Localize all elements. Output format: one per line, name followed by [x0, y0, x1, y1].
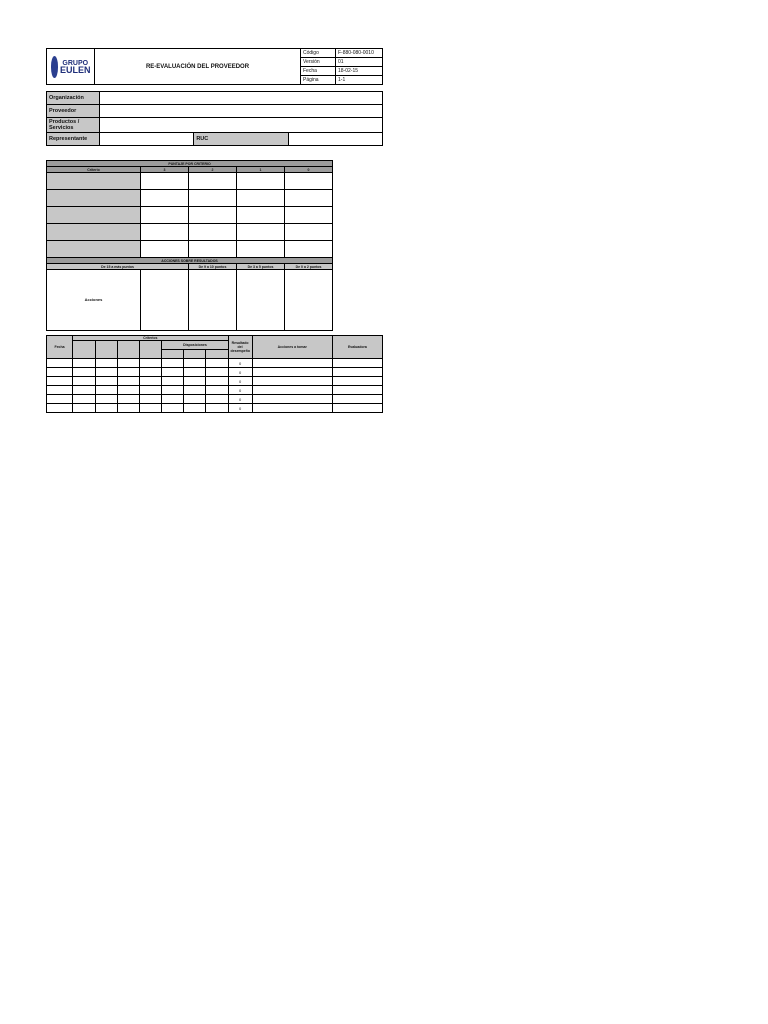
meta-label: Fecha: [301, 67, 336, 76]
criterion-cell: [285, 207, 333, 224]
criterion-cell: [189, 207, 237, 224]
action-range: De 3 a 5 puntos: [237, 264, 285, 270]
evaluadora-cell[interactable]: [332, 359, 382, 368]
result-cell: 0: [228, 404, 252, 413]
criterion-cell: [237, 241, 285, 258]
disposicion-cell[interactable]: [162, 404, 184, 413]
criterion-col-header: [96, 341, 118, 359]
score-cell[interactable]: [96, 368, 118, 377]
action-range: De 0 a 2 puntos: [285, 264, 333, 270]
score-cell[interactable]: [96, 377, 118, 386]
criterion-cell: [189, 224, 237, 241]
fecha-cell[interactable]: [47, 368, 73, 377]
organizacion-label: Organización: [47, 92, 100, 105]
evaluation-row: [47, 386, 383, 395]
criteria-table: [46, 160, 333, 331]
logo-text: [60, 60, 91, 74]
action-text: [141, 270, 189, 331]
score-header: 0: [285, 167, 333, 173]
evaluadora-cell[interactable]: [332, 377, 382, 386]
criterion-cell: [237, 224, 285, 241]
supplier-info-table: [46, 91, 383, 146]
action-range: De 15 a más puntos: [47, 264, 189, 270]
criterion-cell: [141, 173, 189, 190]
document-title: RE-EVALUACIÓN DEL PROVEEDOR: [95, 49, 301, 85]
meta-label: Versión: [301, 58, 336, 67]
meta-label: Página: [301, 76, 336, 85]
criterion-cell: [285, 224, 333, 241]
action-text: [237, 270, 285, 331]
criterion-col-header: [140, 341, 162, 359]
proveedor-field[interactable]: [100, 105, 383, 118]
score-cell[interactable]: [118, 404, 140, 413]
disposicion-cell[interactable]: [206, 395, 228, 404]
criterion-name: [47, 190, 141, 207]
criterion-cell: [189, 173, 237, 190]
score-cell[interactable]: [140, 395, 162, 404]
criterion-cell: [141, 190, 189, 207]
productos-field[interactable]: [100, 118, 383, 133]
actions-band-title: ACCIONES SOBRE RESULTADOS: [47, 258, 333, 264]
score-cell[interactable]: [140, 386, 162, 395]
meta-value: 01: [336, 58, 383, 67]
representante-label: Representante: [47, 133, 100, 146]
score-cell[interactable]: [73, 404, 96, 413]
action-range: De 9 a 10 puntos: [189, 264, 237, 270]
disposicion-cell[interactable]: [162, 377, 184, 386]
acciones-cell[interactable]: [252, 404, 332, 413]
score-cell[interactable]: [96, 395, 118, 404]
representante-field[interactable]: [100, 133, 194, 146]
ruc-label: RUC: [194, 133, 288, 146]
company-logo: [51, 52, 91, 82]
evaluadora-cell[interactable]: [332, 395, 382, 404]
evaluadora-cell[interactable]: [332, 386, 382, 395]
disposicion-col-header: [184, 350, 206, 359]
score-cell[interactable]: [140, 404, 162, 413]
disposicion-cell[interactable]: [162, 359, 184, 368]
disposicion-col-header: [162, 350, 184, 359]
fecha-cell[interactable]: [47, 395, 73, 404]
disposicion-cell[interactable]: [184, 359, 206, 368]
score-cell[interactable]: [96, 386, 118, 395]
criterion-cell: [285, 173, 333, 190]
logo-seal-icon: [51, 56, 58, 78]
action-text: [189, 270, 237, 331]
meta-value: 1-1: [336, 76, 383, 85]
criterion-cell: [285, 241, 333, 258]
result-cell: 0: [228, 386, 252, 395]
score-cell[interactable]: [118, 395, 140, 404]
criterion-cell: [189, 241, 237, 258]
acciones-cell[interactable]: [252, 377, 332, 386]
score-cell[interactable]: [118, 386, 140, 395]
criteria-header: Criterio: [47, 167, 141, 173]
actions-row: [47, 270, 333, 331]
criterion-cell: [237, 190, 285, 207]
criteria-row: [47, 190, 333, 207]
disposicion-cell[interactable]: [184, 368, 206, 377]
criteria-row: [47, 207, 333, 224]
criterion-cell: [237, 173, 285, 190]
criterion-name: [47, 173, 141, 190]
score-cell[interactable]: [118, 359, 140, 368]
resultado-header: Resultado del desempeño: [228, 336, 252, 359]
score-cell[interactable]: [73, 377, 96, 386]
criterion-col-header: [118, 341, 140, 359]
score-cell[interactable]: [96, 359, 118, 368]
actions-label: Acciones: [47, 270, 141, 331]
score-cell[interactable]: [73, 359, 96, 368]
meta-value: F-880-080-0010: [336, 49, 383, 58]
criterion-cell: [141, 224, 189, 241]
disposicion-cell[interactable]: [206, 359, 228, 368]
acciones-header: Acciones a tomar: [252, 336, 332, 359]
disposicion-col-header: [206, 350, 228, 359]
evaluation-row: [47, 368, 383, 377]
score-cell[interactable]: [73, 368, 96, 377]
logo-line-1: GRUPO: [62, 59, 89, 67]
criterion-name: [47, 207, 141, 224]
meta-value: 18-02-15: [336, 67, 383, 76]
disposicion-cell[interactable]: [162, 386, 184, 395]
criterion-cell: [285, 190, 333, 207]
logo-cell: [47, 49, 95, 85]
productos-label: Productos / Servicios: [47, 118, 100, 133]
disposicion-cell[interactable]: [206, 377, 228, 386]
fecha-cell[interactable]: [47, 377, 73, 386]
ruc-field[interactable]: [288, 133, 382, 146]
disposiciones-header: Disposiciones: [162, 341, 228, 350]
result-cell: 0: [228, 359, 252, 368]
fecha-cell[interactable]: [47, 404, 73, 413]
evaluation-row: [47, 377, 383, 386]
criteria-band-title: PUNTAJE POR CRITERIO: [47, 161, 333, 167]
evaluadora-header: Evaluadora: [332, 336, 382, 359]
evaluation-table: [46, 335, 383, 413]
score-cell[interactable]: [118, 377, 140, 386]
score-cell[interactable]: [140, 359, 162, 368]
document-header: [46, 48, 383, 85]
disposicion-cell[interactable]: [184, 395, 206, 404]
result-cell: 0: [228, 377, 252, 386]
criterion-cell: [237, 207, 285, 224]
disposicion-cell[interactable]: [184, 404, 206, 413]
meta-label: Código: [301, 49, 336, 58]
criterion-cell: [141, 207, 189, 224]
score-cell[interactable]: [96, 404, 118, 413]
score-cell[interactable]: [140, 368, 162, 377]
criteria-row: [47, 224, 333, 241]
score-cell[interactable]: [118, 368, 140, 377]
score-cell[interactable]: [73, 386, 96, 395]
fecha-cell[interactable]: [47, 386, 73, 395]
criterion-name: [47, 224, 141, 241]
acciones-cell[interactable]: [252, 395, 332, 404]
disposicion-cell[interactable]: [162, 368, 184, 377]
criteria-row: [47, 173, 333, 190]
acciones-cell[interactable]: [252, 359, 332, 368]
disposicion-cell[interactable]: [206, 368, 228, 377]
criterion-col-header: [73, 341, 96, 359]
proveedor-label: Proveedor: [47, 105, 100, 118]
score-header: 1: [237, 167, 285, 173]
evaluation-row: [47, 404, 383, 413]
score-cell[interactable]: [140, 377, 162, 386]
disposicion-cell[interactable]: [184, 377, 206, 386]
criterion-name: [47, 241, 141, 258]
fecha-cell[interactable]: [47, 359, 73, 368]
evaluadora-cell[interactable]: [332, 404, 382, 413]
evaluadora-cell[interactable]: [332, 368, 382, 377]
criterion-cell: [141, 241, 189, 258]
result-cell: 0: [228, 368, 252, 377]
acciones-cell[interactable]: [252, 386, 332, 395]
fecha-header: Fecha: [47, 336, 73, 359]
score-cell[interactable]: [73, 395, 96, 404]
acciones-cell[interactable]: [252, 368, 332, 377]
score-header: 3: [141, 167, 189, 173]
evaluation-row: [47, 395, 383, 404]
result-cell: 0: [228, 395, 252, 404]
criterios-header: Criterios: [73, 336, 228, 341]
logo-line-2: EULEN: [59, 64, 91, 75]
score-header: 2: [189, 167, 237, 173]
disposicion-cell[interactable]: [162, 395, 184, 404]
action-text: [285, 270, 333, 331]
organizacion-field[interactable]: [100, 92, 383, 105]
evaluation-row: [47, 359, 383, 368]
disposicion-cell[interactable]: [206, 386, 228, 395]
disposicion-cell[interactable]: [184, 386, 206, 395]
criteria-row: [47, 241, 333, 258]
disposicion-cell[interactable]: [206, 404, 228, 413]
criterion-cell: [189, 190, 237, 207]
